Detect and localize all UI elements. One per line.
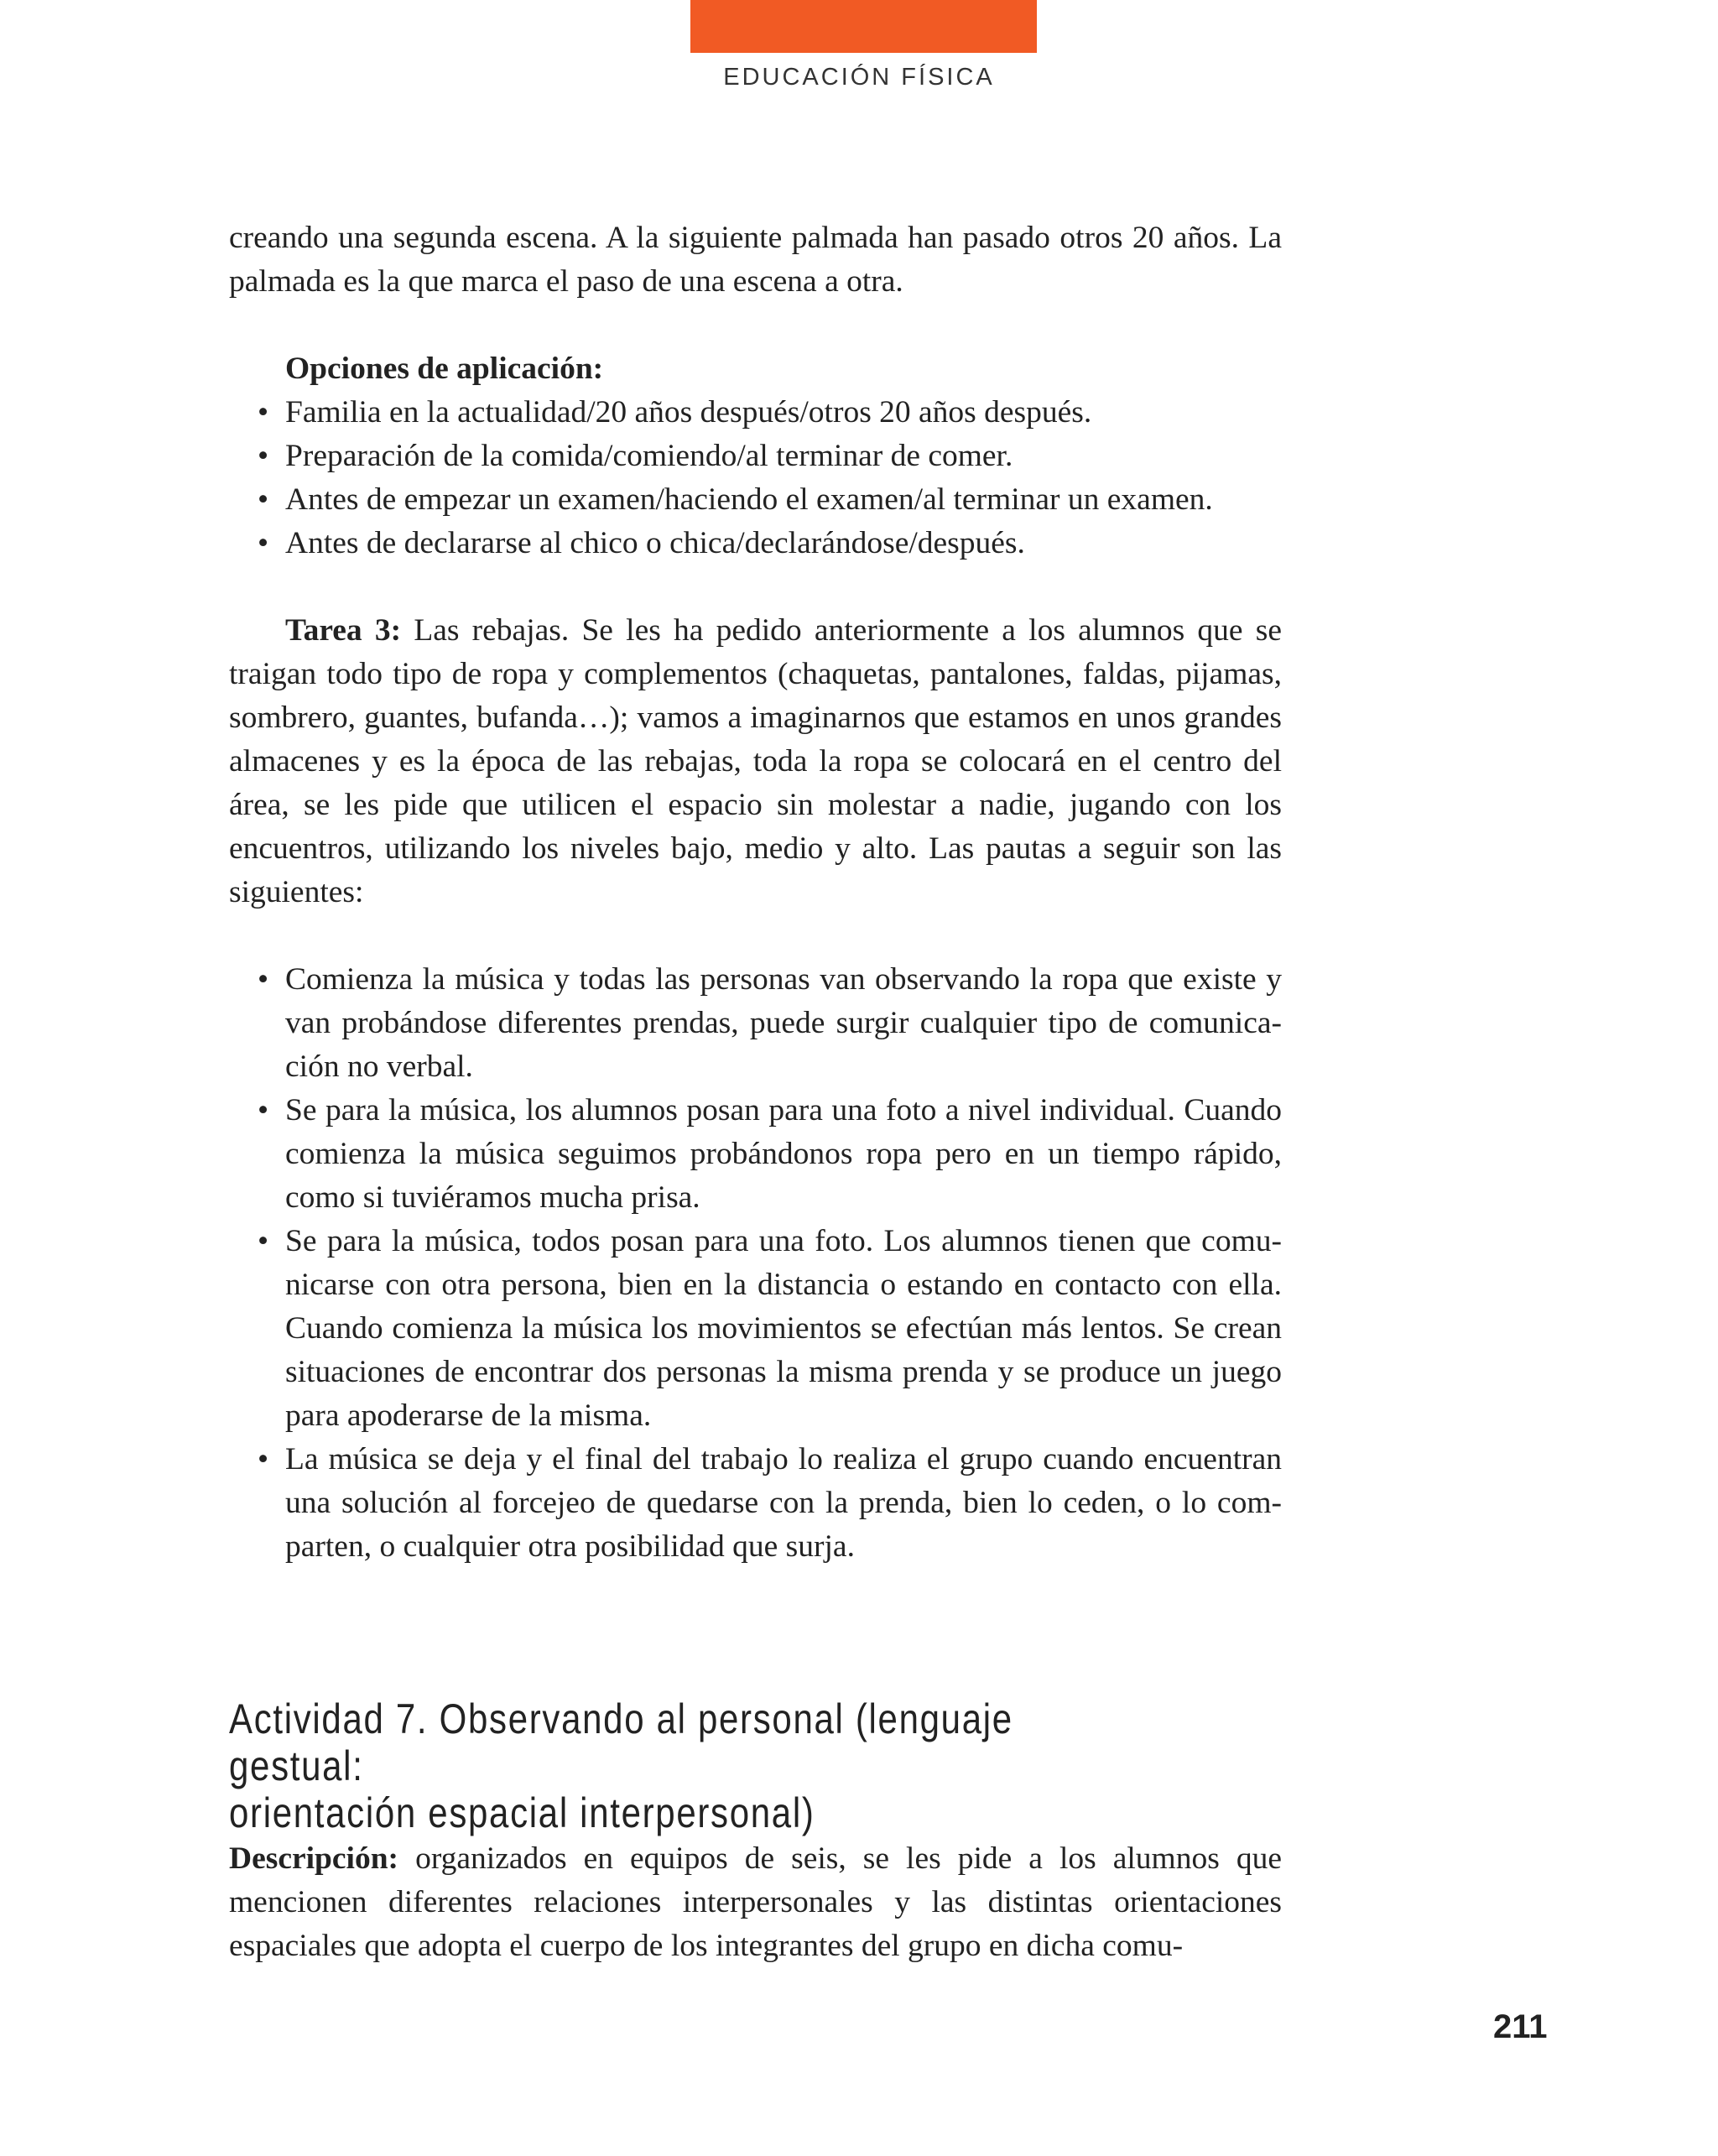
list-item: • Comienza la música y todas las personas van observando la ropa que existe y van probándose diferentes prendas, puede surgir cualquier tipo de comunicación no verbal. bbox=[229, 958, 1282, 1089]
section-title-line2: orientación espacial interpersonal) bbox=[229, 1789, 815, 1836]
intro-paragraph: creando una segunda escena. A la siguiente palmada han pasado otros 20 años. La palmada es la que marca el paso de una escena a otra. bbox=[229, 221, 1282, 299]
description-paragraph bbox=[229, 1837, 1282, 1968]
description-label: Descripción: bbox=[229, 1841, 399, 1876]
section-title-line1: Actividad 7. Observando al personal (lenguaje gestual: bbox=[229, 1695, 1013, 1789]
page-number: 211 bbox=[1493, 2008, 1548, 2045]
task3-text: Las rebajas. Se les ha pedido anteriormente a los alumnos que se traigan todo tipo de ropa y complementos (chaquetas, pantalones, faldas, pijamas, sombrero, guantes, bufanda…); vamos a imaginarnos que estamos en unos grandes almacenes y es la época de las rebajas, toda la ropa se colocará en el centro del área, se les pide que utilicen el espacio sin molestar a nadie, jugando con los encuentros, utilizando los niveles bajo, medio y alto. Las pautas a seguir son las siguientes: bbox=[229, 613, 1282, 909]
list-item: • Preparación de la comida/comiendo/al terminar de comer. bbox=[229, 435, 1282, 478]
task3-label: Tarea 3: bbox=[285, 613, 402, 648]
guidelines-list bbox=[229, 958, 1282, 1569]
task3-paragraph bbox=[229, 609, 1282, 914]
options-heading: Opciones de aplicación: bbox=[285, 352, 604, 386]
options-list bbox=[229, 391, 1282, 565]
list-item: • La música se deja y el final del trabajo lo realiza el grupo cuando encuentran una solución al forcejeo de quedarse con la prenda, bien lo ceden, o lo comparten, o cualquier otra posibilidad que surja. bbox=[229, 1438, 1282, 1569]
list-item: • Se para la música, los alumnos posan para una foto a nivel individual. Cuando comienza la música seguimos probándonos ropa pero en un tiempo rápido, como si tuviéramos mucha prisa. bbox=[229, 1089, 1282, 1220]
section-title bbox=[229, 1695, 1145, 1836]
list-item: • Antes de declararse al chico o chica/declarándose/después. bbox=[229, 522, 1282, 565]
running-header: EDUCACIÓN FÍSICA bbox=[723, 64, 995, 91]
list-item: • Antes de empezar un examen/haciendo el examen/al terminar un examen. bbox=[229, 478, 1282, 522]
header-accent-bar bbox=[690, 0, 1037, 53]
main-text bbox=[229, 216, 1282, 1569]
list-item: • Familia en la actualidad/20 años después/otros 20 años después. bbox=[229, 391, 1282, 435]
description-text: organizados en equipos de seis, se les pide a los alumnos que mencionen diferentes relaciones interpersonales y las distintas orientaciones espaciales que adopta el cuerpo de los integrantes del grupo en dicha comu- bbox=[229, 1841, 1282, 1963]
list-item: • Se para la música, todos posan para una foto. Los alumnos tienen que comunicarse con otra persona, bien en la distancia o estando en contacto con ella. Cuando comienza la música los movimientos se efectúan más lentos. Se crean situaciones de encontrar dos personas la misma prenda y se produce un juego para apoderarse de la misma. bbox=[229, 1220, 1282, 1438]
